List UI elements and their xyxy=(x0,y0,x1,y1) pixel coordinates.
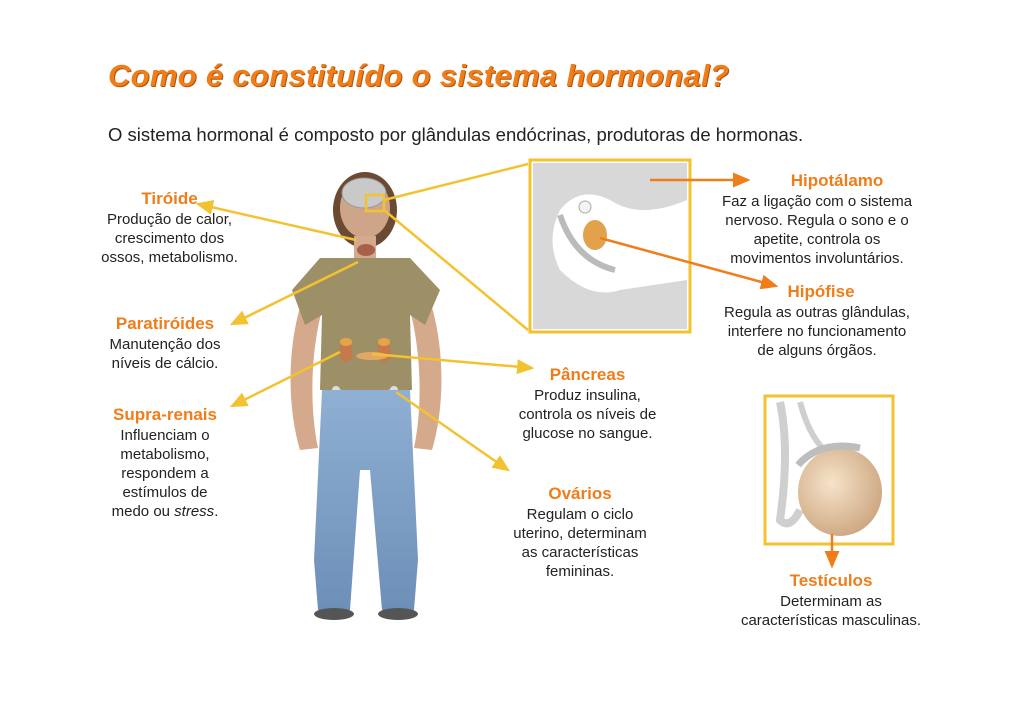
hipotalamo-name: Hipotálamo xyxy=(790,171,884,190)
pancreas-desc-2: controla os níveis de xyxy=(518,406,657,423)
tiroide-desc-2: crescimento dos xyxy=(114,230,225,247)
label-paratiroides xyxy=(95,313,235,373)
paratiroides-desc-1: Manutenção dos xyxy=(109,336,221,353)
paratiroides-desc-2: níveis de cálcio. xyxy=(111,355,219,372)
suprarenais-desc-1: Influenciam o xyxy=(120,427,210,444)
suprarenais-desc-italic: stress xyxy=(174,503,215,520)
label-hipotalamo xyxy=(702,170,932,268)
hipofise-desc-2: interfere no funcionamento xyxy=(727,323,907,340)
testiculos-desc-2: características masculinas. xyxy=(740,612,922,629)
pancreas-desc-3: glucose no sangue. xyxy=(522,425,653,442)
ovarios-desc-4: femininas. xyxy=(545,563,615,580)
suprarenais-desc-5 xyxy=(95,502,235,521)
suprarenais-desc-3: respondem a xyxy=(121,465,209,482)
tiroide-name: Tiróide xyxy=(141,189,198,208)
suprarenais-name: Supra-renais xyxy=(113,405,217,424)
tiroide-desc-3: ossos, metabolismo. xyxy=(101,249,238,266)
label-testiculos xyxy=(718,570,944,630)
page-title: Como é constituído o sistema hormonal? xyxy=(108,58,730,93)
suprarenais-desc-5-text: medo ou xyxy=(111,503,175,520)
ovarios-desc-2: uterino, determinam xyxy=(513,525,647,542)
hipofise-desc-3: de alguns órgãos. xyxy=(757,342,877,359)
suprarenais-desc-4: estímulos de xyxy=(122,484,208,501)
hipofise-desc-1: Regula as outras glândulas, xyxy=(724,304,910,321)
label-suprarenais xyxy=(95,404,235,521)
pancreas-name: Pâncreas xyxy=(549,365,626,384)
hipotalamo-desc-4: movimentos involuntários. xyxy=(730,250,904,267)
hipotalamo-desc-1: Faz a ligação com o sistema xyxy=(721,193,913,210)
suprarenais-desc-end: . xyxy=(214,503,219,520)
hipotalamo-desc-3: apetite, controla os xyxy=(753,231,881,248)
ovarios-name: Ovários xyxy=(548,484,612,503)
label-ovarios xyxy=(495,483,665,581)
label-hipofise xyxy=(702,281,932,360)
testicle-inset xyxy=(765,396,893,544)
label-tiroide xyxy=(82,188,257,267)
suprarenais-desc-2: metabolismo, xyxy=(120,446,210,463)
pancreas-desc-1: Produz insulina, xyxy=(534,387,641,404)
paratiroides-name: Paratiróides xyxy=(115,314,215,333)
ovarios-desc-1: Regulam o ciclo xyxy=(526,506,634,523)
brain-inset xyxy=(530,160,690,332)
label-pancreas xyxy=(500,364,675,443)
ovarios-desc-3: as características xyxy=(521,544,639,561)
testiculos-name: Testículos xyxy=(789,571,873,590)
hipotalamo-desc-2: nervoso. Regula o sono e o xyxy=(725,212,909,229)
tiroide-desc-1: Produção de calor, xyxy=(106,211,233,228)
hipofise-name: Hipófise xyxy=(787,282,855,301)
testiculos-desc-1: Determinam as xyxy=(780,593,882,610)
page-subtitle: O sistema hormonal é composto por glândulas endócrinas, produtoras de hormonas. xyxy=(108,124,804,145)
